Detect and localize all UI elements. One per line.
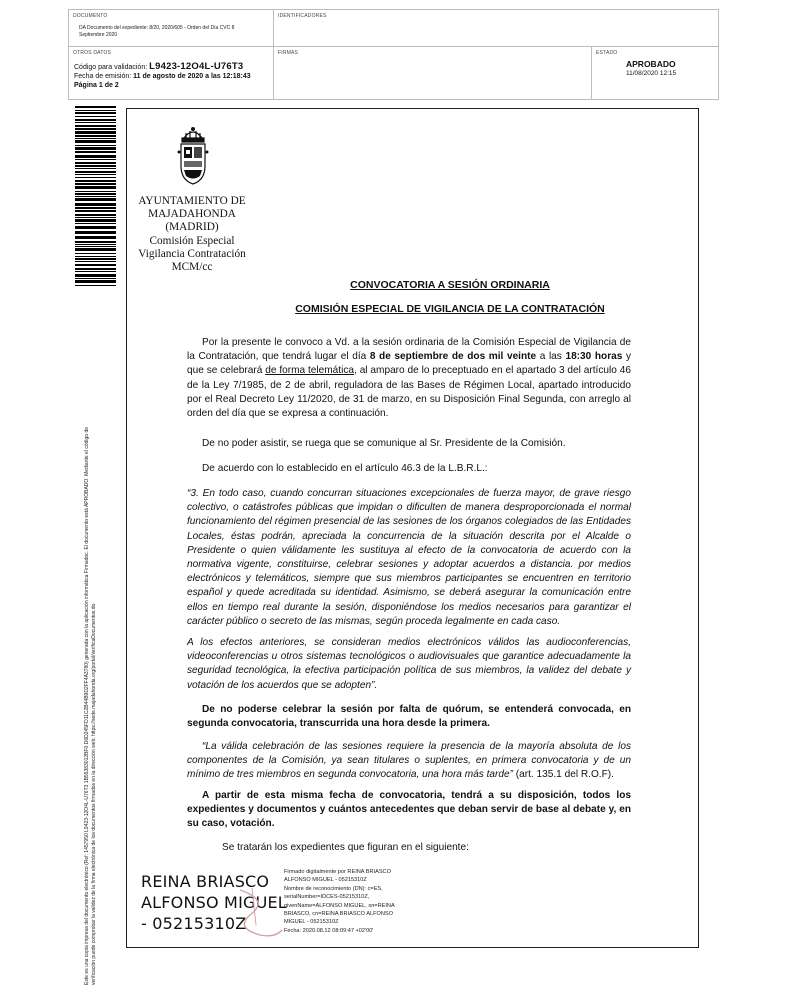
barcode-bar [75,196,116,197]
barcode-bar [75,168,116,169]
side-text-line-2: verificación puede comprobar la validez de la firma electrónica de los documentos firmados en la dirección web: https://sede.majadahonda.org/portal/verificaDocumentos.do [91,603,97,985]
header-otros-datos-cell [68,46,274,100]
documento-label: DOCUMENTO [73,13,108,19]
paragraph-absence: De no poder asistir, se ruega que se comunique al Sr. Presidente de la Comisión. [202,438,566,449]
barcode-bar [75,261,116,262]
barcode-bar [75,198,116,201]
status-date: 11/08/2020 12:15 [626,70,677,77]
barcode-bar [75,203,116,206]
paragraph-agenda-intro: Se tratarán los expedientes que figuran en el siguiente: [222,842,469,853]
barcode-bar [75,193,116,195]
barcode-bar [75,171,116,173]
org-line-3: (MADRID) [165,221,219,234]
barcode-bar [75,131,116,134]
barcode-bar [75,256,116,257]
barcode-bar [75,180,116,182]
barcode-bar [75,217,116,218]
municipal-crest-icon [176,124,210,186]
header-identificadores-cell [273,9,719,47]
paragraph-quote-media: A los efectos anteriores, se consideran medios electrónicos válidos las audioconferencias, videoconferencias u otros sistemas tecnológicos o audiovisuales que garantice adecuadamente la seguridad tecnológica, la efectiva participación política de sus miembros, la validez del debate y votación de los acuerdos que se adopten”. [187,637,631,691]
firmas-label: FIRMAS [278,50,299,56]
barcode-bar [75,177,116,178]
barcode-bar [75,253,116,254]
organization-block [136,195,248,274]
barcode-bar [75,219,116,222]
barcode-bar [75,125,116,127]
barcode-bar [75,110,116,111]
page-number: Página 1 de 2 [74,82,119,89]
barcode-bar [75,112,116,114]
header-firmas-cell [273,46,592,100]
barcode-bar [75,226,116,229]
barcode-bar [75,116,116,117]
org-line-6: MCM/cc [171,261,213,274]
org-line-4: Comisión Especial [149,234,235,247]
digital-signature-details: Firmado digitalmente por REINA BRIASCO ALFONSO MIGUEL - 05215310Z Nombre de reconocimiento (DN): c=ES, serialNumber=IDCES-05215310Z, givenName=ALFONSO MIGUEL, sn=REINA BRIASCO, cn=REINA BRIASCO ALFONSO MIGUEL - 05215310Z Fecha: 2020.08.12 08:09:47 +02'00' [284,869,395,934]
barcode-bar [75,214,116,216]
barcode-bar [75,278,116,279]
barcode [75,106,116,286]
barcode-bar [75,145,116,146]
paragraph-rof-quote: “La válida celebración de las sesiones requiere la presencia de la mayoría absoluta de los componentes de la Comisión, ya sean titulares o suplentes, en primera convocatoria y de un mínimo de tres miembros en segunda convocatoria, una hora más tarde” (art. 135.1 del R.O.F). [187,741,631,781]
barcode-bar [75,128,116,130]
barcode-bar [75,231,116,234]
session-mode: de forma telemática [265,365,355,377]
barcode-bar [75,183,116,185]
barcode-bar [75,122,116,123]
validation-code: L9423-12O4L-U76T3 [149,61,244,72]
barcode-bar [75,138,116,139]
emission-date: 11 de agosto de 2020 a las 12:18:43 [133,73,251,80]
header-estado-cell [591,46,719,100]
emission-date-line [74,72,274,81]
status-badge: APROBADO [626,59,676,69]
paragraph-legal-reference: De acuerdo con lo establecido en el artículo 46.3 de la L.B.R.L.: [202,463,488,474]
signer-name: REINA BRIASCO ALFONSO MIGUEL - 05215310Z [141,872,287,933]
barcode-bar [75,223,116,224]
side-text-line-1: Este es una copia impresa del documento electrónico (Ref: 1457950 L9423-12O4L-U76T3 1B55383012BF0 D6D245FD11C2B44B9D2FF4A3780) generada con la aplicación informática Firmadoc. El documento está APROBADO. Mediante el código de [84,426,90,985]
validation-code-label: Código para validación: [74,64,148,71]
barcode-bar [75,159,116,160]
estado-label: ESTADO [596,50,618,56]
barcode-bar [75,210,116,212]
session-time: 18:30 horas [565,351,623,363]
title-convocatoria: CONVOCATORIA A SESIÓN ORDINARIA [350,279,550,291]
header-documento-cell [68,9,274,47]
validation-code-line [74,62,274,72]
barcode-bar [75,174,116,175]
barcode-bar [75,248,116,251]
emission-date-label: Fecha de emisión: [74,73,132,80]
barcode-bar [75,151,116,153]
session-date: 8 de septiembre de dos mil veinte [369,351,537,363]
org-line-2: MAJADAHONDA [148,208,236,221]
otros-datos-label: OTROS DATOS [73,50,112,56]
barcode-bar [75,258,116,260]
barcode-bar [75,155,116,158]
barcode-bar [75,241,116,243]
barcode-bar [75,280,116,283]
paragraph-quorum: De no poderse celebrar la sesión por falta de quórum, se entenderá convocada, en segunda convocatoria, transcurrida una hora desde la primera. [187,704,631,730]
documento-text: DA Documento del expediente: 8/20, 2020/605 - Orden del Día CVC 8 Septiembre 2020 [79,25,235,38]
org-line-1: AYUNTAMIENTO DE [138,195,246,207]
barcode-bar [75,106,116,108]
identificadores-label: IDENTIFICADORES [278,13,327,19]
barcode-bar [75,244,116,245]
barcode-bar [75,236,116,239]
barcode-bar [75,207,116,209]
barcode-bar [75,271,116,272]
paragraph-quote-article: “3. En todo caso, cuando concurran situaciones excepcionales de fuerza mayor, de grave riesgo colectivo, o catástrofes públicas que impidan o dificulten de manera desproporcionada el normal funcionamiento del régimen presencial de las sesiones de los órganos colegiados de las Entidades Locales, éstas podrán, apreciada la concurrencia de la situación descrita por el Alcalde o Presidente o quien válidamente les sustituya al efecto de la convocatoria de acuerdo con la normativa vigente, constituirse, celebrar sesiones y adoptar acuerdos a distancia. por medios electrónicos y telemáticos, siempre que sus miembros participantes se encuentren en territorio español y quede acreditada su identidad. Asimismo, se deberá asegurar la comunicación entre ellos en tiempo real durante la sesión, disponiéndose los medios necesarios para garantizar el carácter público o secreto de las mismas, según proceda legalmente en cada caso. [187,488,631,627]
side-verification-text [84,285,98,985]
barcode-bar [75,268,116,270]
barcode-bar [75,140,116,143]
barcode-bar [75,246,116,247]
barcode-bar [75,165,116,167]
barcode-bar [75,191,116,192]
paragraph-convocation: Por la presente le convoco a Vd. a la sesión ordinaria de la Comisión Especial de Vigilancia de la Contratación, que tendrá lugar el día 8 de septiembre de dos mil veinte a las 18:30 horas y que se celebrará de forma telemática, al amparo de lo preceptuado en el apartado 3 del artículo 46 de la Ley 7/1985, de 2 de abril, reguladora de las Bases de Régimen Local, apartado introducido por el Real Decreto Ley 11/2020, de 31 de marzo, en su Disposición Final Segunda, con arreglo al orden del día que se expresa a continuación. [187,337,631,420]
barcode-bar [75,147,116,150]
barcode-bar [75,264,116,266]
barcode-bar [75,119,116,121]
paragraph-documents: A partir de esta misma fecha de convocatoria, tendrá a su disposición, todos los expedientes y documentos y cuántos antecedentes que deban servir de base al debate y, en su caso, votación. [187,790,631,830]
title-comision: COMISIÓN ESPECIAL DE VIGILANCIA DE LA CONTRATACIÓN [295,303,605,315]
barcode-bar [75,162,116,164]
barcode-bar [75,186,116,189]
barcode-bar [75,135,116,137]
barcode-bar [75,274,116,277]
org-line-5: Vigilancia Contratación [138,247,246,260]
signature-scribble-icon [230,880,290,940]
